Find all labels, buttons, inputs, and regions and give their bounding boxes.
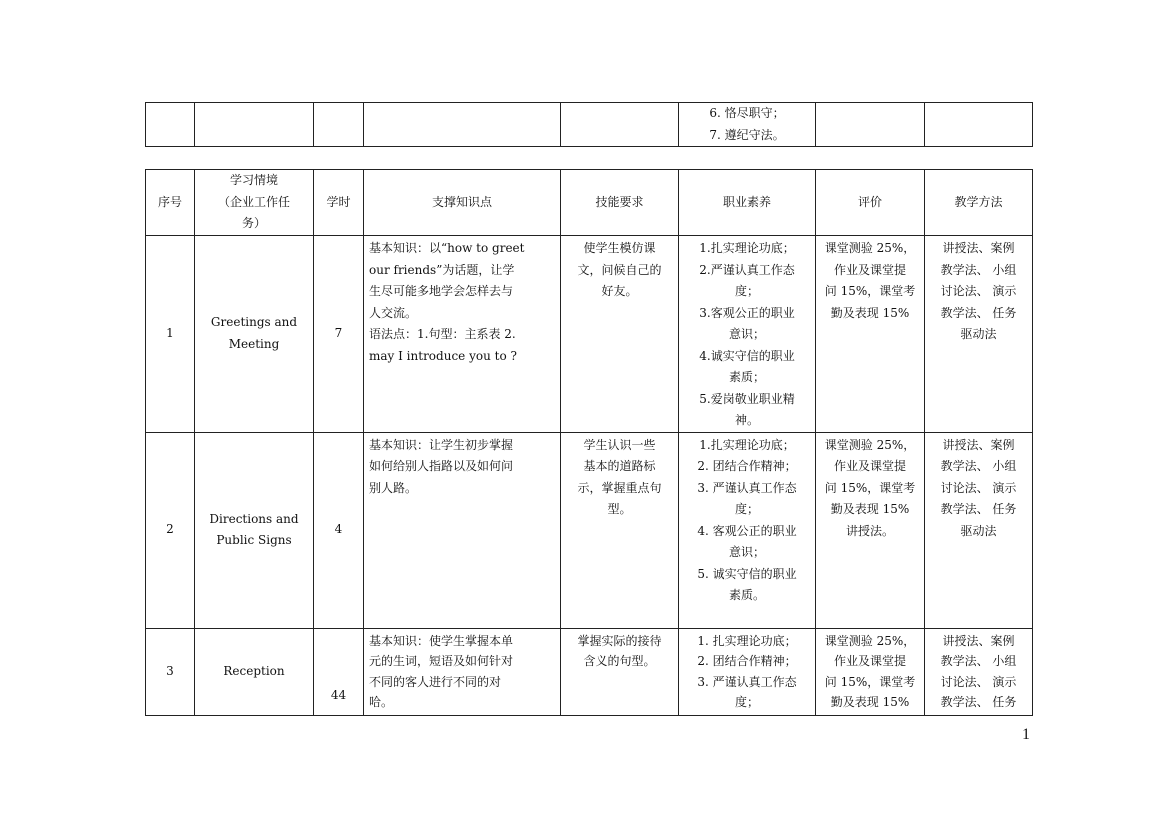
row-knowledge [364,628,561,715]
cont-cell-hours [314,103,364,147]
evaluation-line: 课堂测验 25%， [824,633,916,648]
situation-line: Public Signs [216,533,292,547]
method-line: 讲授法、案例 [942,437,1015,452]
row-evaluation [816,236,925,433]
row-qualities [679,236,816,433]
method-line: 教学法、 小组 [940,459,1017,473]
situation-line: Reception [223,663,285,678]
header-skills: 技能要求 [561,170,679,236]
row-no: 1 [146,236,195,433]
header-situation-line: 学习情境 [229,173,278,188]
quality-line: 5.爱岗敬业职业精 [699,391,795,406]
knowledge-line: may I introduce you to ? [369,348,517,363]
evaluation-line: 讲授法。 [845,523,894,538]
row-no: 2 [146,432,195,628]
quality-line: 4.诚实守信的职业 [699,348,795,363]
evaluation-line: 勤及表现 15% [830,695,910,709]
quality-line: 3.客观公正的职业 [699,305,795,320]
evaluation-line: 勤及表现 15% [830,305,910,320]
skills-line: 掌握实际的接待 [577,633,662,648]
header-knowledge: 支撑知识点 [364,170,561,236]
quality-line: 1.扎实理论功底； [699,241,795,255]
evaluation-line: 问 15%，课堂考 [824,674,916,689]
quality-line: 度； [734,284,759,298]
row-skills [561,432,679,628]
cont-cell-methods [925,103,1033,147]
knowledge-line: 不同的客人进行不同的对 [369,674,502,689]
skills-line: 型。 [607,502,632,516]
knowledge-line: 人交流。 [369,305,418,320]
table-row [146,236,1033,433]
evaluation-line: 作业及课堂提 [833,262,906,277]
knowledge-line: 基本知识：以“how to greet [369,241,525,255]
table-row [146,628,1033,715]
table-row [146,432,1033,628]
header-situation [195,170,314,236]
method-line: 讨论法、 演示 [940,480,1017,495]
evaluation-line: 问 15%，课堂考 [824,284,916,298]
quality-line: 2. 团结合作精神； [697,654,797,668]
row-hours: 7 [314,236,364,433]
quality-line: 度； [734,502,759,516]
evaluation-line: 课堂测验 25%， [824,437,916,452]
header-hours: 学时 [314,170,364,236]
method-line: 讲授法、案例 [942,241,1015,255]
page-number: 1 [1022,726,1030,743]
row-methods [925,236,1033,433]
knowledge-line: 语法点：1.句型：主系表 2. [369,327,516,341]
row-no: 3 [146,628,195,715]
skills-line: 基本的道路标 [583,459,656,473]
quality-line: 3. 严谨认真工作态 [697,674,797,689]
knowledge-line: 哈。 [369,695,394,709]
evaluation-line: 作业及课堂提 [833,459,906,473]
knowledge-line: 别人路。 [369,480,418,495]
cont-cell-qualities [679,103,816,147]
quality-line: 1.扎实理论功底； [699,437,795,452]
cont-quality-line: 6. 恪尽职守； [709,106,785,120]
row-qualities [679,628,816,715]
header-situation-line: （企业工作任 [217,194,290,209]
method-line: 教学法、 任务 [940,695,1017,709]
row-hours: 44 [314,628,364,715]
row-skills [561,236,679,433]
quality-line: 素质； [728,370,765,384]
row-situation [195,628,314,715]
header-situation-line: 务） [241,216,266,231]
header-row [146,170,1033,236]
quality-line: 1. 扎实理论功底； [697,633,797,648]
situation-line: Meeting [228,336,280,351]
row-methods [925,628,1033,715]
quality-line: 4. 客观公正的职业 [697,523,797,538]
knowledge-line: 基本知识：使学生掌握本单 [369,633,514,648]
situation-line: Greetings and [210,315,298,330]
row-knowledge [364,432,561,628]
quality-line: 意识； [728,545,765,559]
quality-line: 意识； [728,327,765,341]
row-evaluation [816,432,925,628]
method-line: 讨论法、 演示 [940,284,1017,298]
row-skills [561,628,679,715]
row-knowledge [364,236,561,433]
method-line: 讲授法、案例 [942,633,1015,648]
method-line: 教学法、 任务 [940,305,1017,320]
cont-cell-evaluation [816,103,925,147]
row-methods [925,432,1033,628]
situation-line: Directions and [209,511,299,526]
header-no: 序号 [146,170,195,236]
header-qualities: 职业素养 [679,170,816,236]
cont-quality-line: 7. 遵纪守法。 [709,127,785,142]
curriculum-table [145,169,1033,716]
quality-line: 度； [734,695,759,709]
skills-line: 学生认识一些 [583,437,656,452]
cont-cell-skills [561,103,679,147]
skills-line: 示，掌握重点句 [577,480,662,495]
method-line: 教学法、 任务 [940,502,1017,516]
header-evaluation: 评价 [816,170,925,236]
row-qualities [679,432,816,628]
skills-line: 含义的句型。 [583,654,656,668]
skills-line: 好友。 [601,284,638,298]
method-line: 教学法、 小组 [940,262,1017,277]
method-line: 教学法、 小组 [940,654,1017,668]
knowledge-line: 元的生词，短语及如何针对 [369,654,514,668]
row-hours: 4 [314,432,364,628]
skills-line: 文，问候自己的 [577,262,662,277]
knowledge-line: 基本知识：让学生初步掌握 [369,437,514,452]
knowledge-line: our friends”为话题，让学 [369,262,515,277]
evaluation-line: 问 15%，课堂考 [824,480,916,495]
evaluation-line: 课堂测验 25%， [824,241,916,255]
row-evaluation [816,628,925,715]
evaluation-line: 作业及课堂提 [833,654,906,668]
evaluation-line: 勤及表现 15% [830,502,910,516]
quality-line: 2.严谨认真工作态 [699,262,795,277]
row-situation [195,236,314,433]
cont-cell-no [146,103,195,147]
quality-line: 2. 团结合作精神； [697,459,797,473]
header-methods: 教学方法 [925,170,1033,236]
continuation-table [145,102,1033,147]
skills-line: 使学生模仿课 [583,241,656,255]
quality-line: 3. 严谨认真工作态 [697,480,797,495]
quality-line: 5. 诚实守信的职业 [697,566,797,581]
quality-line: 素质。 [728,588,765,602]
cont-cell-situation [195,103,314,147]
cont-cell-knowledge [364,103,561,147]
quality-line: 神。 [734,413,759,427]
method-line: 驱动法 [960,327,997,341]
knowledge-line: 生尽可能多地学会怎样去与 [369,284,514,298]
method-line: 驱动法 [960,523,997,538]
knowledge-line: 如何给别人指路以及如何问 [369,459,514,473]
row-situation [195,432,314,628]
method-line: 讨论法、 演示 [940,674,1017,689]
